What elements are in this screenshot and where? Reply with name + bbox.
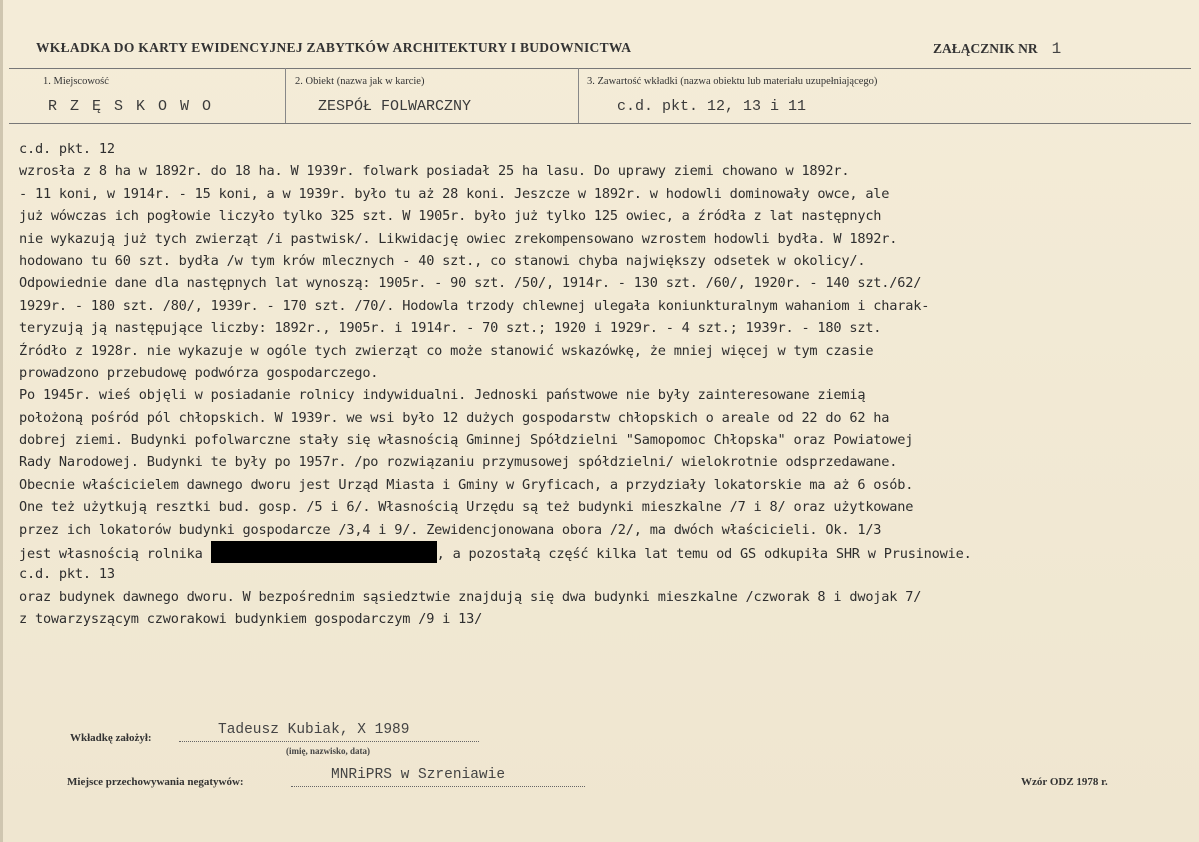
negatives-label: Miejsce przechowywania negatywów: bbox=[67, 776, 244, 788]
typed-body bbox=[19, 138, 1194, 631]
field-content-value: c.d. pkt. 12, 13 i 11 bbox=[617, 98, 807, 115]
created-by-dotline bbox=[179, 741, 479, 742]
negatives-value: MNRiPRS w Szreniawie bbox=[331, 767, 506, 783]
annex-label bbox=[933, 40, 1061, 58]
field-content-label: 3. Zawartość wkładki (nazwa obiektu lub materiału uzupełniającego) bbox=[587, 76, 878, 87]
body-line: Po 1945r. wieś objęli w posiadanie rolnicy indywidualni. Jednoski państwowe nie były zainteresowane ziemią bbox=[19, 387, 866, 404]
body-line: wzrosła z 8 ha w 1892r. do 18 ha. W 1939r. folwark posiadał 25 ha lasu. Do uprawy ziemi chowano w 1892r. bbox=[19, 163, 850, 180]
created-by-value: Tadeusz Kubiak, X 1989 bbox=[218, 722, 410, 738]
field-divider-1 bbox=[285, 68, 286, 123]
body-line: One też użytkują resztki bud. gosp. /5 i 6/. Własnością Urzędu są też budynki mieszkalne /7 i 8/ oraz użytkowane bbox=[19, 499, 914, 516]
body-line: - 11 koni, w 1914r. - 15 koni, a w 1939r. było tu aż 28 koni. Jeszcze w 1892r. w hodowli dominowały owce, ale bbox=[19, 185, 890, 202]
body-line: z towarzyszącym czworakowi budynkiem gospodarczym /9 i 13/ bbox=[19, 611, 483, 628]
field-locality-value: R Z Ę S K O W O bbox=[48, 98, 214, 115]
redacted-line-end: , a pozostałą część kilka lat temu od GS odkupiła SHR w Prusinowie. bbox=[436, 546, 972, 563]
field-divider-2 bbox=[578, 68, 579, 123]
redacted-line-start: jest własnością rolnika bbox=[19, 546, 211, 563]
body-line: prowadzono przebudowę podwórza gospodarczego. bbox=[19, 364, 379, 381]
field-locality-label: 1. Miejscowość bbox=[43, 76, 109, 87]
body-line: teryzują ją następujące liczby: 1892r., 1905r. i 1914r. - 70 szt.; 1920 i 1929r. - 4 szt.; 1939r. - 180 szt. bbox=[19, 320, 882, 337]
body-line: hodowano tu 60 szt. bydła /w tym krów mlecznych - 40 szt., co stanowi chyba największy odsetek w okolicy/. bbox=[19, 252, 866, 269]
body-line: już wówczas ich pogłowie liczyło tylko 325 szt. W 1905r. było już tylko 125 owiec, a źródła z lat następnych bbox=[19, 208, 882, 225]
created-by-note: (imię, nazwisko, data) bbox=[286, 746, 370, 756]
field-object-value: ZESPÓŁ FOLWARCZNY bbox=[318, 98, 472, 115]
body-line: Obecnie właścicielem dawnego dworu jest Urząd Miasta i Gminy w Gryficach, a przydziały lokatorskie ma aż 6 osób. bbox=[19, 476, 914, 493]
body-line: nie wykazują już tych zwierząt /i pastwisk/. Likwidację owiec zrekompensowano wzrostem hodowli bydła. W 1892r. bbox=[19, 230, 898, 247]
body-line: Rady Narodowej. Budynki te były po 1957r. /po rozwiązaniu przymusowej spółdzielni/ wielokrotnie odsprzedawane. bbox=[19, 454, 898, 471]
body-line: oraz budynek dawnego dworu. W bezpośrednim sąsiedztwie znajdują się dwa budynki mieszkalne /czworak 8 i dwojak 7/ bbox=[19, 588, 922, 605]
body-line: Źródło z 1928r. nie wykazuje w ogóle tych zwierząt co może stanowić wskazówkę, że mniej więcej w tym czasie bbox=[19, 342, 874, 359]
created-by-label: Wkładkę założył: bbox=[70, 732, 152, 744]
body-line: położoną pośród pól chłopskich. W 1939r. we wsi było 12 dużych gospodarstw chłopskich o areale od 22 do 62 ha bbox=[19, 409, 890, 426]
redaction-block bbox=[211, 541, 437, 563]
form-title: WKŁADKA DO KARTY EWIDENCYJNEJ ZABYTKÓW ARCHITEKTURY I BUDOWNICTWA bbox=[36, 40, 632, 55]
fields-rule bbox=[9, 123, 1191, 124]
body-line: przez ich lokatorów budynki gospodarcze /3,4 i 9/. Zewidencjonowana obora /2/, ma dwóch właścicieli. Ok. 1/3 bbox=[19, 521, 882, 538]
header-rule bbox=[9, 68, 1191, 69]
body-line: c.d. pkt. 12 bbox=[19, 141, 115, 157]
field-object-label: 2. Obiekt (nazwa jak w karcie) bbox=[295, 76, 425, 87]
form-model-label: Wzór ODZ 1978 r. bbox=[1021, 776, 1108, 788]
body-line: c.d. pkt. 13 bbox=[19, 566, 115, 583]
annex-number: 1 bbox=[1051, 40, 1062, 58]
body-line: 1929r. - 180 szt. /80/, 1939r. - 170 szt. /70/. Hodowla trzody chlewnej ulegała koniunkturalnym wahaniom i charak- bbox=[19, 297, 930, 314]
body-line: Odpowiednie dane dla następnych lat wynoszą: 1905r. - 90 szt. /50/, 1914r. - 130 szt. /60/, 1920r. - 140 szt./62/ bbox=[19, 275, 922, 292]
body-line: dobrej ziemi. Budynki pofolwarczne stały się własnością Gminnej Spółdzielni "Samopomoc Chłopska" oraz Powiatowej bbox=[19, 432, 914, 449]
negatives-dotline bbox=[291, 786, 585, 787]
body-line-redacted bbox=[19, 541, 1194, 563]
annex-label-text: ZAŁĄCZNIK NR bbox=[933, 41, 1038, 56]
